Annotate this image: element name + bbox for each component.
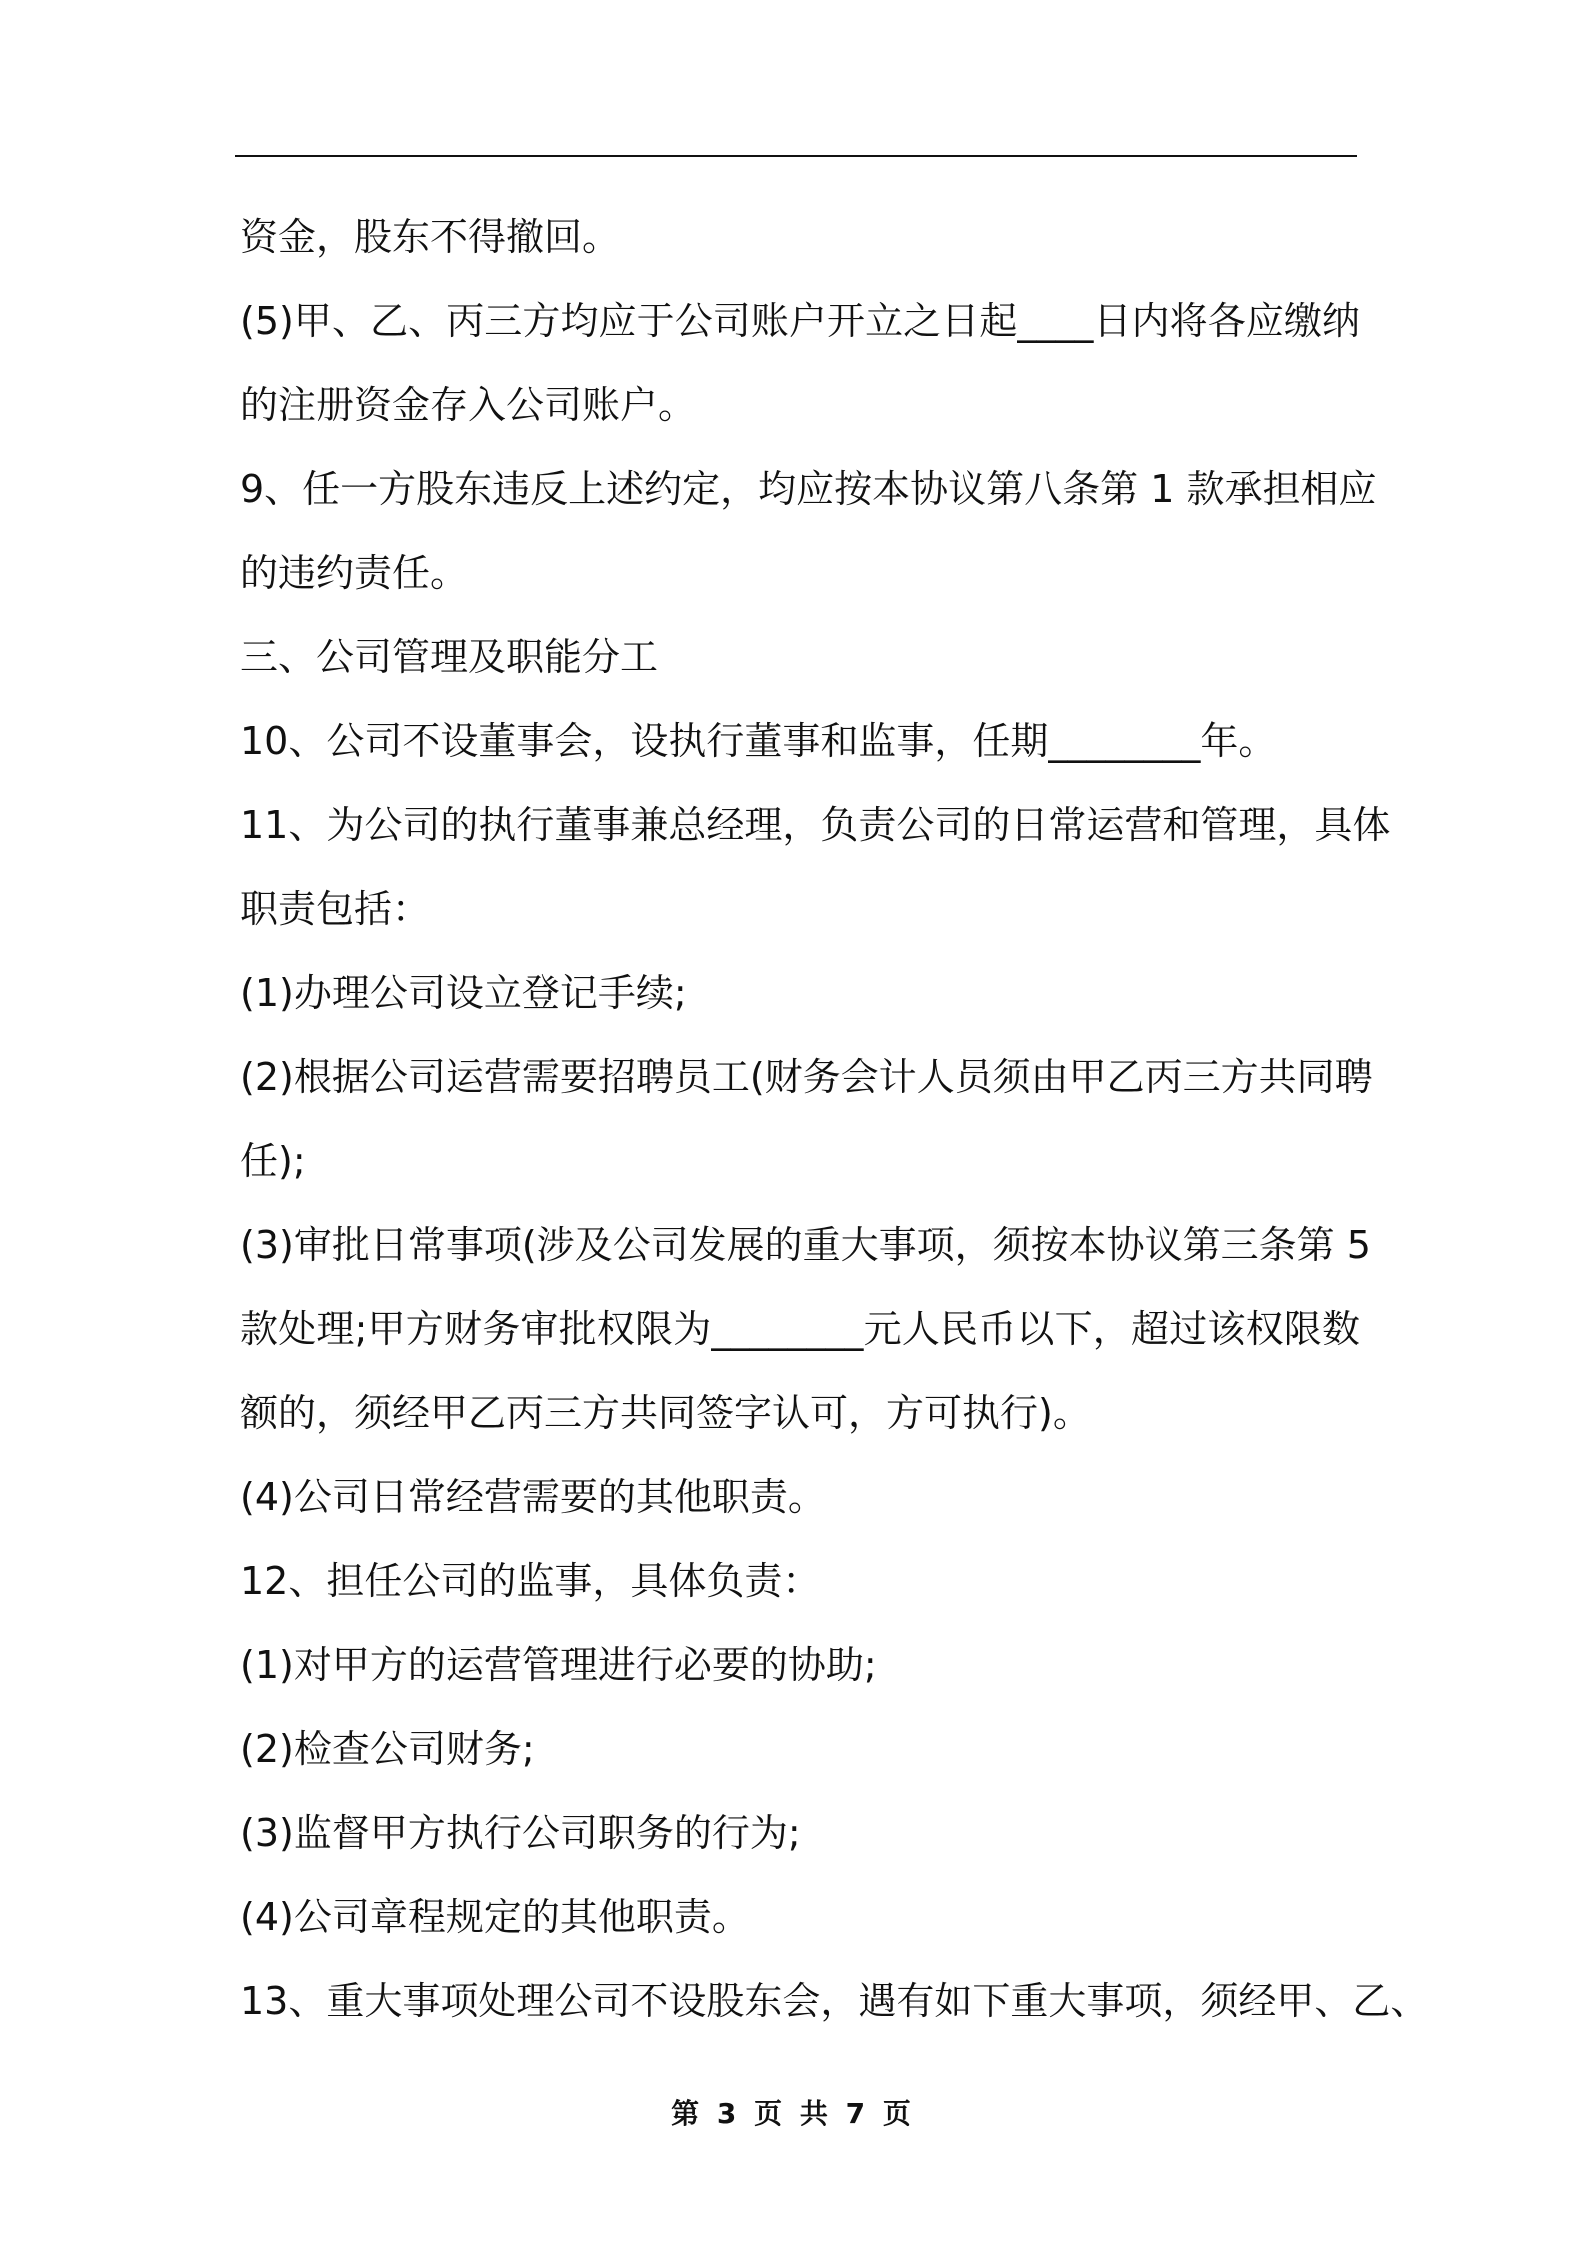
text-line: (4)公司日常经营需要的其他职责。 (240, 1475, 826, 1519)
header-rule (235, 155, 1357, 157)
text-line: 资金，股东不得撤回。 (240, 215, 621, 259)
text-line: (3)监督甲方执行公司职务的行为; (240, 1811, 801, 1855)
text-line: 款处理;甲方财务审批权限为________元人民币以下，超过该权限数 (240, 1307, 1360, 1351)
text-line: 12、担任公司的监事，具体负责： (240, 1559, 821, 1603)
text-line: 10、公司不设董事会，设执行董事和监事，任期________年。 (240, 719, 1277, 763)
document-body (240, 195, 1429, 2043)
text-line: 额的，须经甲乙丙三方共同签字认可，方可执行)。 (240, 1391, 1091, 1435)
text-line: (3)审批日常事项(涉及公司发展的重大事项，须按本协议第三条第 5 (240, 1223, 1371, 1267)
text-line: 的违约责任。 (240, 551, 469, 595)
text-line: (2)根据公司运营需要招聘员工(财务会计人员须由甲乙丙三方共同聘 (240, 1055, 1373, 1099)
text-line: (1)对甲方的运营管理进行必要的协助; (240, 1643, 877, 1687)
section-heading: 三、公司管理及职能分工 (240, 635, 659, 679)
text-line: (2)检查公司财务; (240, 1727, 535, 1771)
text-line: 11、为公司的执行董事兼总经理，负责公司的日常运营和管理，具体 (240, 803, 1391, 847)
text-line: 13、重大事项处理公司不设股东会，遇有如下重大事项，须经甲、乙、 (240, 1979, 1429, 2023)
text-line: (5)甲、乙、丙三方均应于公司账户开立之日起____日内将各应缴纳 (240, 299, 1360, 343)
text-line: (1)办理公司设立登记手续; (240, 971, 687, 1015)
text-line: 任); (240, 1139, 306, 1183)
text-line: 的注册资金存入公司账户。 (240, 383, 697, 427)
page-number-footer: 第 3 页 共 7 页 (671, 2097, 915, 2130)
text-line: (4)公司章程规定的其他职责。 (240, 1895, 750, 1939)
text-line: 职责包括： (240, 887, 431, 931)
text-line: 9、任一方股东违反上述约定，均应按本协议第八条第 1 款承担相应 (240, 467, 1377, 511)
